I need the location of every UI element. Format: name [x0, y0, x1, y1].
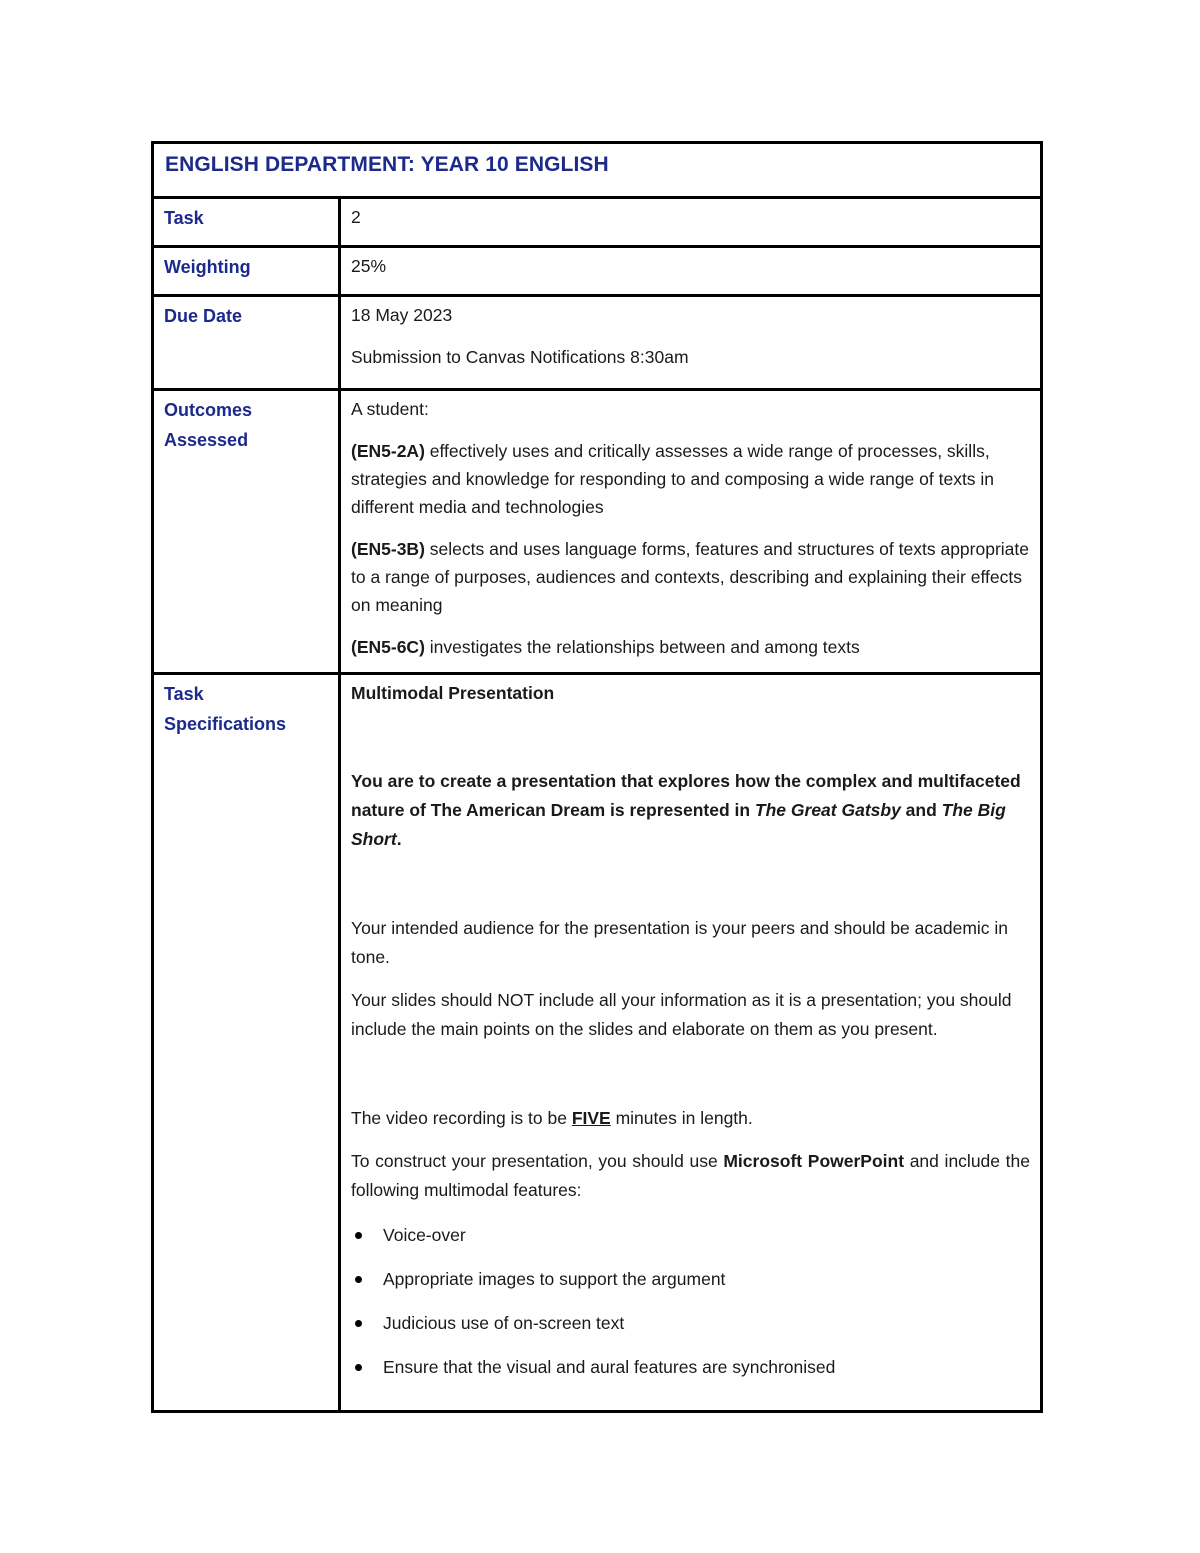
specifications-content — [341, 675, 1040, 1381]
specifications-value-cell — [340, 674, 1042, 1412]
bullet-icon — [355, 1364, 362, 1371]
construct-text: To construct your presentation, you should use — [351, 1151, 724, 1171]
specifications-row — [153, 674, 1042, 1412]
due-date-value-cell — [340, 296, 1042, 390]
bullet-icon — [355, 1232, 362, 1239]
feature-text: Voice-over — [383, 1225, 466, 1245]
list-item — [351, 1265, 1030, 1293]
feature-text: Appropriate images to support the argument — [383, 1269, 726, 1289]
specifications-label — [154, 675, 338, 739]
due-date-row — [153, 296, 1042, 390]
due-date-label: Due Date — [164, 306, 243, 326]
task-value-cell — [340, 198, 1042, 247]
text-title: The Great Gatsby — [754, 800, 901, 820]
outcome-code: (EN5-6C) — [351, 637, 425, 657]
weighting-value: 25% — [351, 256, 387, 276]
task-label-cell — [153, 198, 340, 247]
video-text-end: minutes in length. — [610, 1108, 753, 1128]
list-item — [351, 1221, 1030, 1249]
outcome-item — [351, 437, 1030, 521]
feature-text: Ensure that the visual and aural features are synchronised — [383, 1357, 836, 1377]
feature-text: Judicious use of on-screen text — [383, 1313, 625, 1333]
outcome-text: selects and uses language forms, features and structures of texts appropriate to a range of purposes, audiences and contexts, describing and explaining their effects on meaning — [351, 539, 1029, 615]
due-date-value — [341, 297, 1040, 371]
submission-info: Submission to Canvas Notifications 8:30am — [351, 347, 689, 367]
prompt-conjunction: and — [900, 800, 942, 820]
outcomes-value-cell — [340, 390, 1042, 674]
task-prompt — [351, 767, 1030, 854]
construct-tool: Microsoft PowerPoint — [723, 1151, 905, 1171]
weighting-row — [153, 247, 1042, 296]
outcome-code: (EN5-3B) — [351, 539, 425, 559]
list-item — [351, 1309, 1030, 1337]
outcome-text: effectively uses and critically assesses a wide range of processes, skills, strategies and knowledge for responding to and composing a wide range of texts in different media and technologies — [351, 441, 995, 517]
bullet-icon — [355, 1276, 362, 1283]
task-label: Task — [164, 208, 204, 228]
outcomes-label-cell — [153, 390, 340, 674]
video-length-paragraph — [351, 1104, 1030, 1133]
task-number: 2 — [351, 207, 361, 227]
outcome-item — [351, 633, 1030, 661]
due-date: 18 May 2023 — [351, 305, 453, 325]
bullet-icon — [355, 1320, 362, 1327]
text-title: The Big Short — [351, 800, 1006, 849]
outcome-item — [351, 535, 1030, 619]
video-length-emphasis: FIVE — [571, 1108, 611, 1128]
outcome-text: investigates the relationships between and among texts — [424, 637, 860, 657]
specifications-title: Multimodal Presentation — [351, 683, 555, 703]
outcomes-label-line2: Assessed — [164, 430, 249, 450]
weighting-label: Weighting — [164, 257, 251, 277]
construct-text-end: and include the following multimodal features: — [351, 1151, 1031, 1200]
slides-paragraph: Your slides should NOT include all your information as it is a presentation; you should include the main points on the slides and elaborate on them as you present. — [351, 990, 1012, 1039]
task-row — [153, 198, 1042, 247]
specifications-label-cell — [153, 674, 340, 1412]
task-notification-table — [151, 141, 1043, 1413]
construct-paragraph — [351, 1147, 1030, 1205]
list-item — [351, 1353, 1030, 1381]
video-text: The video recording is to be — [351, 1108, 572, 1128]
specifications-label-line1: Task — [164, 684, 204, 704]
weighting-label-cell — [153, 247, 340, 296]
outcomes-label-line1: Outcomes — [164, 400, 253, 420]
prompt-text: You are to create a presentation that explores how the complex and multifaceted nature of The American Dream is represented in — [351, 771, 1021, 820]
outcomes-intro: A student: — [351, 399, 429, 419]
outcomes-list — [341, 391, 1040, 661]
specifications-label-line2: Specifications — [164, 714, 287, 734]
prompt-end: . — [396, 829, 402, 849]
document-title: ENGLISH DEPARTMENT: YEAR 10 ENGLISH — [165, 153, 609, 176]
outcome-code: (EN5-2A) — [351, 441, 425, 461]
weighting-value-cell — [340, 247, 1042, 296]
due-date-label-cell — [153, 296, 340, 390]
outcomes-row — [153, 390, 1042, 674]
header-row — [153, 143, 1042, 198]
audience-paragraph: Your intended audience for the presentation is your peers and should be academic in tone. — [351, 918, 1009, 967]
outcomes-label — [154, 391, 338, 455]
features-list — [351, 1221, 1030, 1381]
header-cell — [153, 143, 1042, 198]
